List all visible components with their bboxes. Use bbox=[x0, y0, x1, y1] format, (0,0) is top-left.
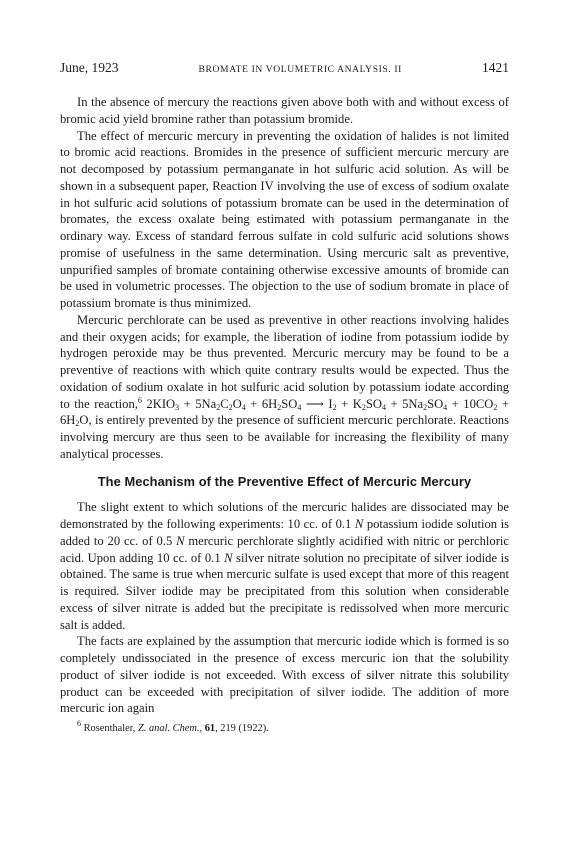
eq-sub: 3 bbox=[175, 402, 180, 412]
p3-text-b: is entirely prevented by the presence of sufficient mercuric perchlorate. Reactions involving mercury are thus seen to be available for increasing the flexibility of many analytical processes. bbox=[60, 413, 509, 461]
p4-text: The slight extent to which solutions of the mercuric halides are dissociated may be demonstrated by the following experiments: 10 cc. of 0.1 bbox=[60, 500, 509, 531]
p4-text: mercuric perchlorate slightly acidified with nitric or perchloric acid. Upon adding 10 cc. of 0.1 bbox=[60, 533, 509, 565]
eq-sub: 4 bbox=[241, 402, 246, 412]
eq-sub: 2 bbox=[228, 402, 233, 412]
eq-sub: 2 bbox=[361, 402, 366, 412]
eq-part: + 5Na bbox=[179, 396, 217, 411]
header-page-number: 1421 bbox=[481, 60, 509, 75]
p4-text: silver nitrate solution no precipitate of silver iodide is obtained. The same is true when mercuric sulfate is used except that more of this reagent is required. Silver iodide may be precipitated from this solution when considerable excess of silver nitrate is added but the precipitate is redissolved when more mercuric salt is added. bbox=[60, 550, 509, 632]
footnote-marker: 6 bbox=[77, 719, 81, 728]
eq-part: O bbox=[232, 396, 242, 411]
eq-part: ⟶ I bbox=[301, 396, 333, 411]
footnote-citation: , 219 (1922). bbox=[215, 723, 269, 734]
eq-part: O, bbox=[79, 413, 92, 428]
normality-symbol: N bbox=[354, 517, 364, 531]
eq-part: SO bbox=[281, 396, 298, 411]
eq-sub: 2 bbox=[493, 402, 498, 412]
eq-part: SO bbox=[365, 396, 382, 411]
eq-part: C bbox=[220, 396, 229, 411]
footnote-6: $^6$ Rosenthaler, Z. anal. Chem., 61, 219 (1922). bbox=[77, 719, 269, 734]
header-running-title: BROMATE IN VOLUMETRIC ANALYSIS. II bbox=[198, 64, 402, 75]
section-heading: The Mechanism of the Preventive Effect of Mercuric Mercury bbox=[97, 473, 472, 489]
footnote-journal: Z. anal. Chem. bbox=[138, 723, 200, 734]
p3-text-a: Mercuric perchlorate can be used as preventive in other reactions involving halides and their oxygen acids; for example, the liberation of iodine from potassium iodide by hydrogen peroxide may be thus prevented. Mercuric mercury may be found to be a preventive of reactions with which quite contrary results would be expected. Thus the oxidation of sodium oxalate in hot sulfuric acid solution by potassium iodate according to the reaction, bbox=[60, 312, 509, 411]
paragraph-5: The facts are explained by the assumption that mercuric iodide which is formed is so completely undissociated in the presence of excess mercuric ion that the solubility product of silver iodide is not exceeded. With excess of silver nitrate this solubility product can be exceeded with precipitation of silver iodide. The addition of more mercuric ion again bbox=[60, 634, 509, 716]
eq-part: + 6H bbox=[245, 396, 278, 411]
paragraph-1: In the absence of mercury the reactions given above both with and without excess of bromic acid yield bromine rather than potassium bromide. bbox=[60, 95, 509, 126]
eq-sub: 4 bbox=[381, 402, 386, 412]
header-date: June, 1923 bbox=[60, 60, 119, 75]
p4-text: potassium iodide solution is added to 20 cc. of 0.5 bbox=[60, 517, 509, 548]
footnote-volume: 61 bbox=[204, 723, 216, 734]
eq-part: + 10CO bbox=[447, 396, 494, 411]
eq-sub: 2 bbox=[216, 402, 221, 412]
eq-sub: 2 bbox=[75, 419, 80, 429]
normality-symbol: N bbox=[224, 550, 233, 565]
eq-sub: 4 bbox=[443, 402, 448, 412]
eq-sub: 2 bbox=[277, 402, 282, 412]
normality-symbol: N bbox=[176, 533, 185, 548]
paragraph-2: The effect of mercuric mercury in preventing the oxidation of halides is not limited to bromic acid reactions. Bromides in the presence of sufficient mercuric mercury are not decomposed by potassium permanganate in hot sulfuric acid solution. As will be shown in a subsequent paper, Reaction IV involving the use of excess of sodium oxalate in hot sulfuric acid solutions of potassium bromate can be used in the determination of bromates, the excess oxalate being estimated with potassium permanganate in the ordinary way. Excess of standard ferrous sulfate in cold sulfuric acid solutions shows promise of usefulness in the same determination. Using mercuric salt as preventive, unpurified samples of bromate containing otherwise excessive amounts of bromide can be used in volumetric processes. The objection to the use of sodium bromate in place of potassium bromate is thus minimized. bbox=[60, 128, 509, 310]
eq-sub: 2 bbox=[332, 402, 337, 412]
eq-part: SO bbox=[427, 396, 444, 411]
running-header bbox=[60, 60, 509, 80]
eq-part: + 6H bbox=[60, 396, 509, 428]
eq-part: + K bbox=[336, 396, 362, 411]
eq-part: + 5Na bbox=[385, 396, 424, 411]
footnote-ref-6: 6 bbox=[137, 395, 142, 405]
paragraph-3 bbox=[60, 312, 509, 463]
paragraph-4 bbox=[60, 499, 509, 633]
eq-sub: 2 bbox=[423, 402, 428, 412]
footnote-author: Rosenthaler, bbox=[81, 723, 139, 734]
eq-part: 2KIO bbox=[146, 396, 176, 411]
eq-sub: 4 bbox=[297, 402, 302, 412]
